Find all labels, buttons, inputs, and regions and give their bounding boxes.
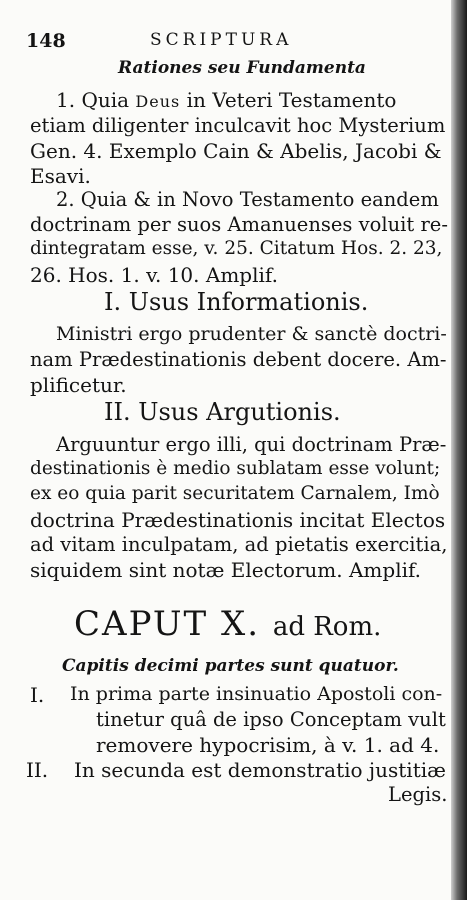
usus2-line2: destinationis è medio sublatam esse volunt; [30,458,441,479]
part1-line2: tinetur quâ de ipso Conceptam vult [96,708,446,731]
chapter-title-tail: ad Rom. [272,612,382,642]
page-edge-shadow [451,0,467,900]
usus2-line6: siquidem sint notæ Electorum. Amplif. [30,558,422,582]
chapter-title [74,604,381,644]
page-number: 148 [26,30,66,52]
reason1-line3: Gen. 4. Exemplo Cain & Abelis, Jacobi & [30,139,442,163]
usus2-line5: ad vitam inculpatam, ad pietatis exercitia, [30,533,448,556]
usus2-heading: II. Usus Argutionis. [104,398,341,426]
part1-line1: In prima parte insinuatio Apostoli con- [70,683,443,705]
part2-number: II. [26,758,49,782]
reason1-deus: Deus [135,92,181,111]
reason2-line4: 26. Hos. 1. v. 10. Amplif. [30,263,278,287]
running-title: SCRIPTURA [150,30,293,50]
reason1-line1-pre: 1. Quia [56,88,130,112]
catchword: Legis. [388,783,448,806]
usus2-line1: Arguuntur ergo illi, qui doctrinam Præ- [56,433,447,456]
reason2-line2: doctrinam per suos Amanuenses voluit re- [30,213,448,236]
chapter-subtitle: Capitis decimi partes sunt quatuor. [62,656,399,676]
part1-number: I. [30,683,45,707]
part2-line1: In secunda est demonstratio justitiæ [74,758,446,782]
reason1-line4: Esavi. [30,164,91,188]
reason2-line1: 2. Quia & in Novo Testamento eandem [56,188,439,211]
usus1-line1: Ministri ergo prudenter & sanctè doctri- [56,323,447,345]
reason1-line1 [56,88,396,112]
usus1-line2: nam Prædestinationis debent docere. Am- [30,348,447,371]
usus2-line3: ex eo quia parit securitatem Carnalem, Imò [30,483,440,504]
usus2-line4: doctrina Prædestinationis incitat Electos [30,508,446,532]
reason2-line3: dintegratam esse, v. 25. Citatum Hos. 2. 23, [30,238,443,259]
usus1-heading: I. Usus Informationis. [104,288,369,316]
chapter-title-main: CAPUT X. [74,604,260,644]
usus1-line3: plificetur. [30,373,127,397]
section-subtitle: Rationes seu Fundamenta [118,58,366,78]
reason1-line1-post: in Veteri Testamento [186,88,397,112]
part1-line3: removere hypocrisim, à v. 1. ad 4. [96,733,440,757]
reason1-line2: etiam diligenter inculcavit hoc Mysterium [30,114,446,137]
